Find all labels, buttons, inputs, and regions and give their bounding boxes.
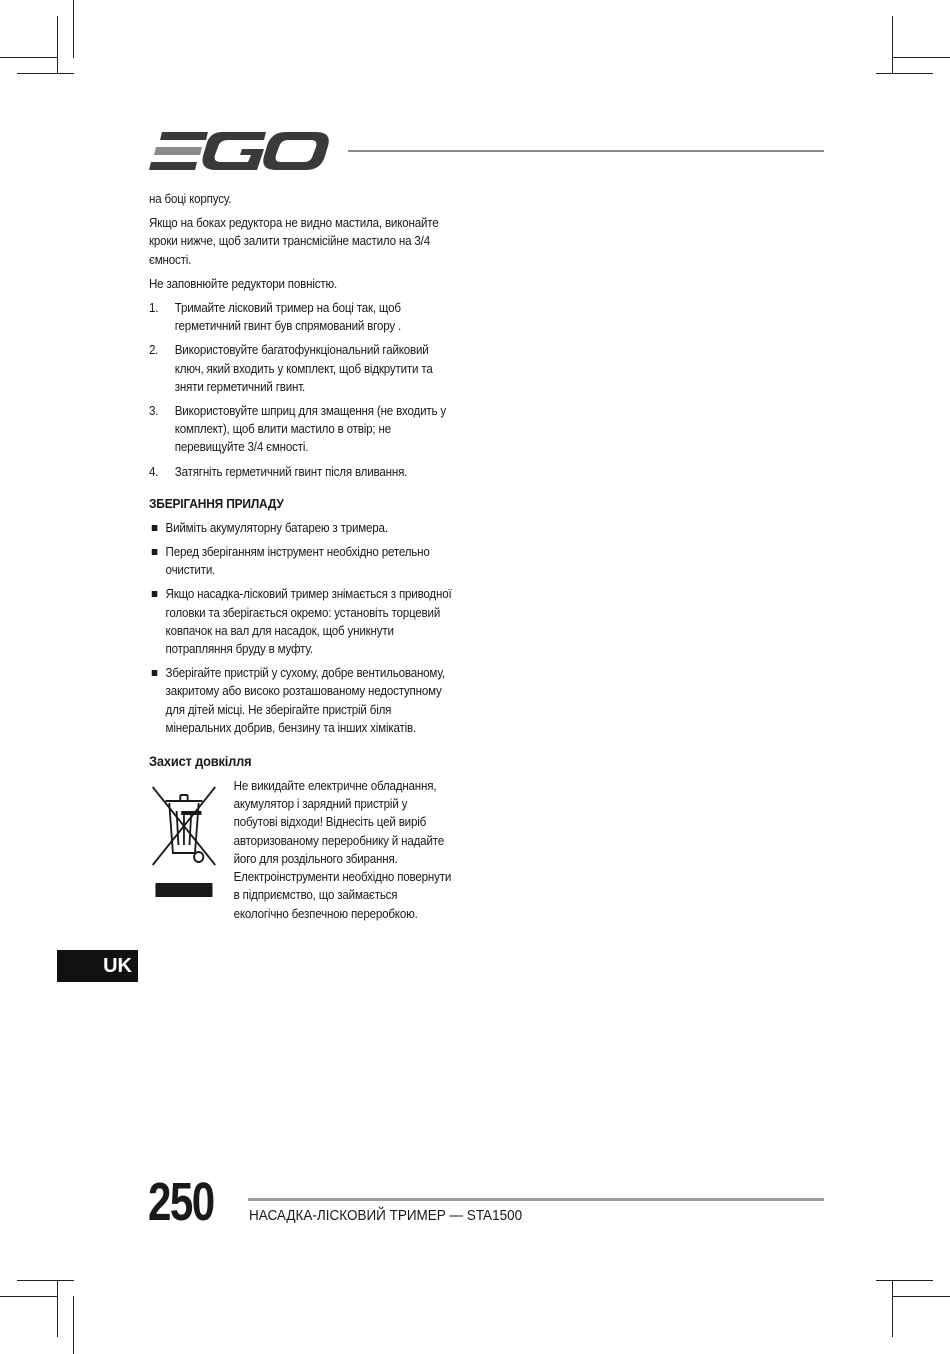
intro-paragraph: на боці корпусу. (149, 192, 232, 206)
storage-item-text: Зберігайте пристрій у сухому, добре вентильованому, закритому або високо розташованому недоступному для дітей місці. Не зберігайте пристрій біля мінеральних добрив, бензину та інших хімікатів. (165, 666, 445, 735)
footer-rule (248, 1198, 824, 1201)
step-text: Тримайте лісковий тример на боці так, щоб герметичний гвинт був спрямований вгору . (174, 301, 402, 334)
steps-list (149, 299, 453, 481)
step-item (149, 299, 453, 335)
environment-heading: Захист довкілля (149, 753, 252, 770)
intro-paragraph: Якщо на боках редуктора не видно мастила, виконайте кроки нижче, щоб залити трансмісійне мастило на 3/4 ємності. (149, 216, 439, 267)
crop-mark (892, 57, 950, 58)
storage-item (149, 664, 453, 737)
step-number: 1. (149, 301, 159, 316)
content-column (149, 190, 453, 923)
crop-mark (0, 57, 58, 58)
step-text: Використовуйте багатофункціональний гайковий ключ, який входить у комплект, щоб відкрутити та зняти герметичний гвинт. (174, 343, 433, 394)
square-bullet-icon (152, 670, 158, 676)
language-tab (57, 950, 138, 982)
storage-item (149, 543, 453, 579)
crop-mark (876, 73, 933, 74)
crop-mark (892, 1296, 950, 1297)
intro-paragraph: Не заповнюйте редуктори повністю. (149, 276, 337, 291)
ego-logo (148, 128, 332, 174)
step-text: Використовуйте шприц для змащення (не входить у комплект), щоб влити мастило в отвір; не перевищуйте 3/4 ємності. (174, 404, 447, 455)
weee-crossed-bin-icon (149, 781, 219, 901)
language-code: UK (103, 955, 132, 977)
step-number: 4. (149, 464, 159, 479)
crop-mark (73, 1296, 74, 1354)
storage-item-text: Вийміть акумуляторну батарею з тримера. (165, 520, 388, 535)
step-item (149, 341, 453, 396)
environment-section (149, 777, 453, 923)
crop-mark (17, 1280, 74, 1281)
crop-mark (57, 16, 58, 73)
storage-item (149, 585, 453, 658)
environment-text: Не викидайте електричне обладнання, акумулятор і зарядний пристрій у побутові відходи! Віднесіть цей виріб авторизованому переробнику й надайте його для роздільного збирання. Електроінструменти необхідно повернути в підприємство, що займається екологічно безпечною переробкою. (233, 779, 452, 921)
step-item (149, 402, 453, 457)
storage-item (149, 519, 453, 537)
crop-mark (0, 1296, 58, 1297)
step-text: Затягніть герметичний гвинт після вливання. (174, 464, 408, 479)
crop-mark (876, 1280, 933, 1281)
crop-mark (892, 16, 893, 73)
storage-list (149, 519, 453, 737)
footer-title: НАСАДКА-ЛІСКОВИЙ ТРИМЕР — STA1500 (249, 1207, 523, 1224)
step-item (149, 463, 453, 481)
square-bullet-icon (152, 525, 158, 531)
square-bullet-icon (152, 549, 158, 555)
crop-mark (17, 73, 74, 74)
page-number: 250 (148, 1172, 214, 1232)
crop-mark (57, 1280, 58, 1337)
square-bullet-icon (152, 591, 158, 597)
step-number: 2. (149, 343, 159, 358)
storage-item-text: Перед зберіганням інструмент необхідно ретельно очистити. (165, 545, 430, 578)
storage-heading: ЗБЕРІГАННЯ ПРИЛАДУ (149, 495, 284, 511)
crop-mark (73, 0, 74, 58)
storage-item-text: Якщо насадка-лісковий тример знімається з приводної головки та зберігається окремо: установіть торцевий ковпачок на вал для насадок, щоб уникнути потрапляння бруду в муфту. (165, 587, 452, 657)
crop-mark (892, 1280, 893, 1337)
header-rule (348, 150, 824, 152)
step-number: 3. (149, 404, 159, 419)
